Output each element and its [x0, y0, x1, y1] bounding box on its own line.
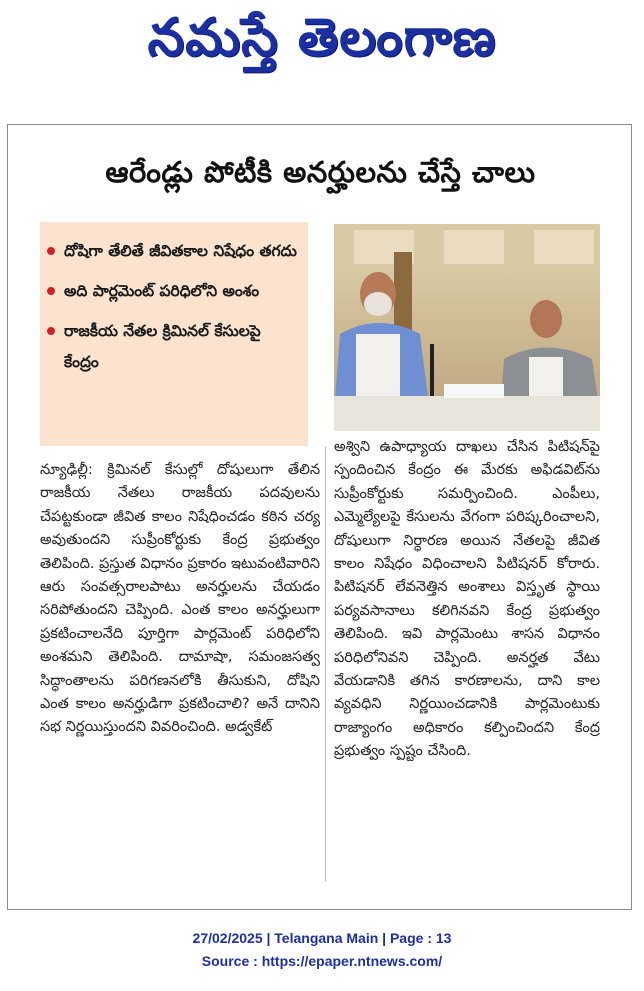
- page-footer: [0, 927, 644, 973]
- footer-source-line: Source : https://epaper.ntnews.com/: [201, 953, 443, 969]
- article-headline: ఆరేండ్లు పోటీకి అనర్హులను చేస్తే చాలు: [105, 155, 536, 189]
- highlight-item: రాజకీయ నేతల క్రిమినల్ కేసులపై కేంద్రం: [64, 316, 298, 378]
- article-body-right: అశ్విని ఉపాధ్యాయ దాఖలు చేసిన పిటిషన్‌పై స్పందించిన కేంద్రం ఈ మేరకు అఫిడవిట్‌ను సుప్రీంకోర్టుకు సమర్పించింది. ఎంపీలు, ఎమ్మెల్యేలపై కేసులను వేగంగా పరిష్కరించాలని, దోషులుగా నిర్ధారణ అయిన నేతలపై జీవిత కాలం నిషేధం విధించాలని పిటిషనర్ కోరారు. పిటిషనర్ లేవనెత్తిన అంశాలు విస్తృత స్థాయి పర్యవసానాలు కలిగినవని కేంద్ర ప్రభుత్వం తెలిపింది. ఇవి పార్లమెంటు శాసన విధానం పరిధిలోనివని చెప్పింది. అనర్హత వేటు వేయడానికి తగిన కారణాలను, దాని కాల వ్యవధిని నిర్ణయించడానికి పార్లమెంటుకు రాజ్యాంగం అధికారం కల్పించిందని కేంద్ర ప్రభుత్వం స్పష్టం చేసింది.: [334, 439, 600, 760]
- bullet-icon: [47, 287, 55, 295]
- highlights-list: [40, 222, 308, 378]
- news-clipping: [7, 124, 632, 910]
- bullet-icon: [47, 247, 55, 255]
- masthead-logo: నమస్తే తెలంగాణ: [147, 7, 497, 68]
- photo-illustration: [334, 224, 600, 431]
- column-divider: [325, 447, 326, 881]
- article-body-left: న్యూఢిల్లీ: క్రిమినల్ కేసుల్లో దోషులుగా తేలిన రాజకీయ నేతలు రాజకీయ పదవులను చేపట్టకుండా జీవిత కాలం నిషేధించడం కఠిన చర్య అవుతుందని సుప్రీంకోర్టుకు కేంద్ర ప్రభుత్వం తెలిపింది. ప్రస్తుత విధానం ప్రకారం ఇటువంటివారిని ఆరు సంవత్సరాలపాటు అనర్హులను చేయడం సరిపోతుందని చెప్పింది. ఎంత కాలం అనర్హులుగా ప్రకటించాలనేది పూర్తిగా పార్లమెంట్ పరిధిలోని అంశమని తెలిపింది. దామాషా, సమంజసత్వ సిద్ధాంతాలను పరిగణనలోకి తీసుకుని, దోషిని ఎంత కాలం అనర్హుడిగా ప్రకటించాలి? అనే దానిని సభ నిర్ణయిస్తుందని వివరించింది. అడ్వకేట్: [40, 462, 320, 736]
- highlight-item: దోషిగా తేలితే జీవితకాల నిషేధం తగదు: [64, 236, 298, 267]
- footer-date-line: 27/02/2025 | Telangana Main | Page : 13: [192, 930, 452, 946]
- bullet-icon: [47, 327, 55, 335]
- highlight-item: అది పార్లమెంట్ పరిధిలోని అంశం: [64, 276, 298, 307]
- article-photo: [334, 224, 600, 431]
- highlights-box: [40, 222, 308, 446]
